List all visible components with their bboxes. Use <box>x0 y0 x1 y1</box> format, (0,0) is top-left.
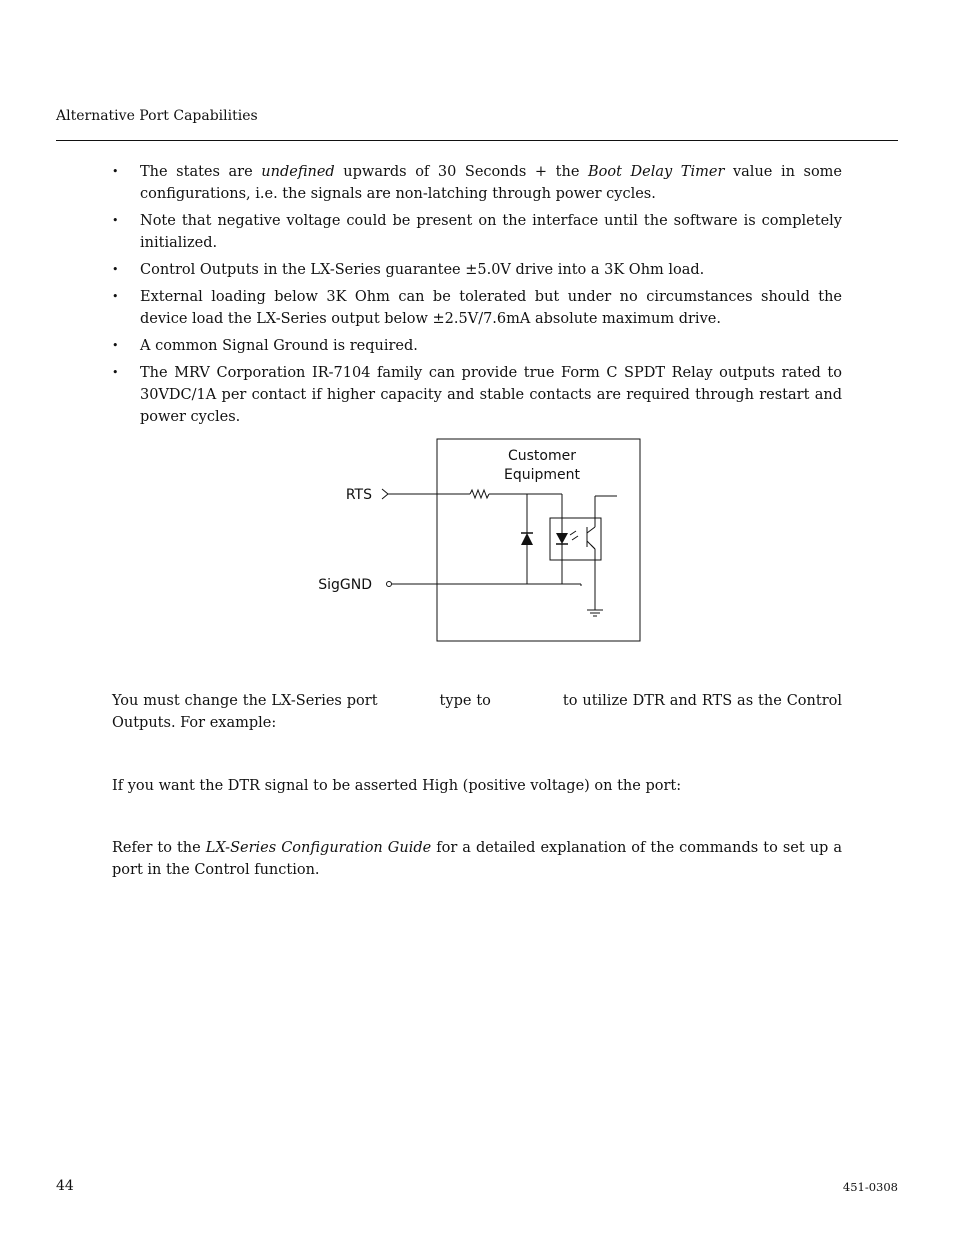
box-label-equipment: Equipment <box>504 467 580 483</box>
paragraph-refer-guide: Refer to the LX-Series Configuration Guide for a detailed explanation of the commands to set up a port in the Control function. <box>112 840 842 878</box>
paragraph-dtr-high: If you want the DTR signal to be asserted High (positive voltage) on the port: <box>112 778 682 794</box>
bullet-text: The MRV Corporation IR-7104 family can provide true Form C SPDT Relay outputs rated to 30VDC/1A per contact if higher capacity and stable contacts are required through restart and power cycles. <box>140 365 842 425</box>
box-label-customer: Customer <box>507 448 577 464</box>
emitter-arrow <box>591 545 595 549</box>
bullet-marker: • <box>112 339 119 352</box>
bullet-marker: • <box>112 263 119 276</box>
bullet-marker: • <box>112 214 119 227</box>
rts-label: RTS <box>345 487 372 503</box>
emphasis-config-guide: LX-Series Configuration Guide <box>205 840 432 856</box>
bullet-text: Note that negative voltage could be present on the interface until the software is completely initialized. <box>140 213 842 251</box>
bullet-list <box>112 161 842 433</box>
page-number: 44 <box>56 1178 74 1194</box>
diode-symbol <box>521 533 533 545</box>
bullet-item-external-loading <box>112 286 842 330</box>
header-divider <box>56 140 898 141</box>
bullet-marker: • <box>112 165 119 178</box>
bullet-text: External loading below 3K Ohm can be tolerated but under no circumstances should the device load the LX-Series output below ±2.5V/7.6mA absolute maximum drive. <box>140 289 842 327</box>
led-symbol <box>556 533 568 544</box>
section-header-title: Alternative Port Capabilities <box>56 108 258 124</box>
led-arrow-2 <box>572 536 578 540</box>
bullet-marker: • <box>112 366 119 379</box>
bullet-text: Control Outputs in the LX-Series guarantee ±5.0V drive into a 3K Ohm load. <box>140 262 705 278</box>
bullet-marker: • <box>112 290 119 303</box>
siggnd-terminal <box>387 582 392 587</box>
rts-arrow <box>382 489 388 499</box>
bullet-item-states <box>112 161 842 205</box>
bullet-item-negative-voltage <box>112 210 842 254</box>
resistor-symbol <box>470 490 489 498</box>
bullet-text: A common Signal Ground is required. <box>140 338 418 354</box>
bullet-item-control-outputs <box>112 259 842 281</box>
circuit-diagram <box>300 432 650 644</box>
paragraph-port-type: You must change the LX-Series port type to to utilize DTR and RTS as the Control Outputs. For example: <box>112 693 842 731</box>
bullet-item-relay-outputs <box>112 362 842 428</box>
siggnd-label: SigGND <box>318 577 372 593</box>
bullet-item-signal-ground <box>112 335 842 357</box>
emphasis-undefined: undefined <box>261 164 335 180</box>
bullet-text: The states are undefined upwards of 30 Seconds + the Boot Delay Timer value in some configurations, i.e. the signals are non-latching through power cycles. <box>140 164 843 202</box>
emphasis-boot-delay-timer: Boot Delay Timer <box>588 164 725 180</box>
document-number: 451-0308 <box>842 1180 898 1194</box>
led-arrow-1 <box>570 531 576 535</box>
transistor-body-top <box>587 527 595 533</box>
optocoupler-box <box>550 518 601 560</box>
